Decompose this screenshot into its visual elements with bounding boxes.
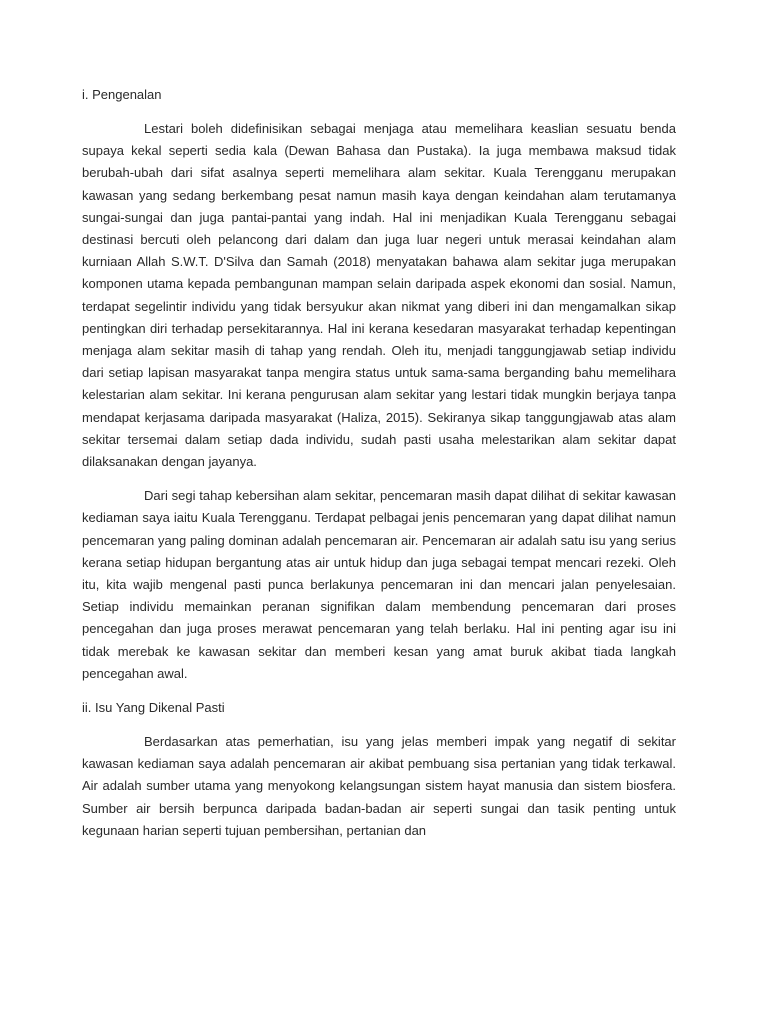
paragraph-isu: Berdasarkan atas pemerhatian, isu yang jelas memberi impak yang negatif di sekitar kawasan kediaman saya adalah pencemaran air akibat pembuang sisa pertanian yang tidak terkawal. Air adalah sumber utama yang menyokong kelangsungan sistem hayat manusia dan sistem biosfera. Sumber air bersih berpunca daripada badan-badan air seperti sungai dan tasik penting untuk kegunaan harian seperti tujuan pembersihan, pertanian dan	[82, 734, 676, 838]
section-heading-isu: ii. Isu Yang Dikenal Pasti	[82, 700, 225, 716]
section-heading-pengenalan: i. Pengenalan	[82, 87, 162, 102]
paragraph-pencemaran: Dari segi tahap kebersihan alam sekitar, pencemaran masih dapat dilihat di sekitar kawasan kediaman saya iaitu Kuala Terengganu. Terdapat pelbagai jenis pencemaran yang dapat dilihat namun pencemaran yang paling dominan adalah pencemaran air. Pencemaran air adalah satu isu yang serius kerana setiap hidupan bergantung atas air untuk hidup dan juga sebagai tempat mencari rezeki. Oleh itu, kita wajib mengenal pasti punca berlakunya pencemaran ini dan mencari jalan penyelesaian. Setiap individu memainkan peranan signifikan dalam membendung pencemaran dari proses pencegahan dan juga proses merawat pencemaran yang telah berlaku. Hal ini penting agar isu ini tidak merebak ke kawasan sekitar dan memberi kesan yang amat buruk akibat tiada langkah pencegahan awal.	[82, 488, 676, 681]
paragraph-definition-lestari: Lestari boleh didefinisikan sebagai menjaga atau memelihara keaslian sesuatu benda supaya kekal seperti sedia kala (Dewan Bahasa dan Pustaka). Ia juga membawa maksud tidak berubah-ubah dari sifat asalnya seperti memelihara alam sekitar. Kuala Terengganu merupakan kawasan yang sedang berkembang pesat namun masih kaya dengan keindahan alam terutamanya sungai-sungai dan juga pantai-pantai yang indah. Hal ini menjadikan Kuala Terengganu sebagai destinasi bercuti oleh pelancong dari dalam dan juga luar negeri untuk merasai keindahan alam kurniaan Allah S.W.T. D'Silva dan Samah (2018) menyatakan bahawa alam sekitar juga merupakan komponen utama kepada pembangunan mampan selain daripada aspek ekonomi dan sosial. Namun, terdapat segelintir individu yang tidak bersyukur akan nikmat yang diberi ini dan mengamalkan sikap pentingkan diri terhadap persekitarannya. Hal ini kerana kesedaran masyarakat terhadap kepentingan menjaga alam sekitar masih di tahap yang rendah. Oleh itu, menjadi tanggungjawab setiap individu dari setiap lapisan masyarakat tanpa mengira status untuk sama-sama berganding bahu memelihara kelestarian alam sekitar. Ini kerana pengurusan alam sekitar yang lestari tidak mungkin berjaya tanpa mendapat kerjasama daripada masyarakat (Haliza, 2015). Sekiranya sikap tanggungjawab atas alam sekitar tersemai dalam setiap dada individu, sudah pasti usaha melestarikan alam sekitar dapat dilaksanakan dengan jayanya.	[82, 121, 676, 470]
document-page	[82, 84, 676, 854]
